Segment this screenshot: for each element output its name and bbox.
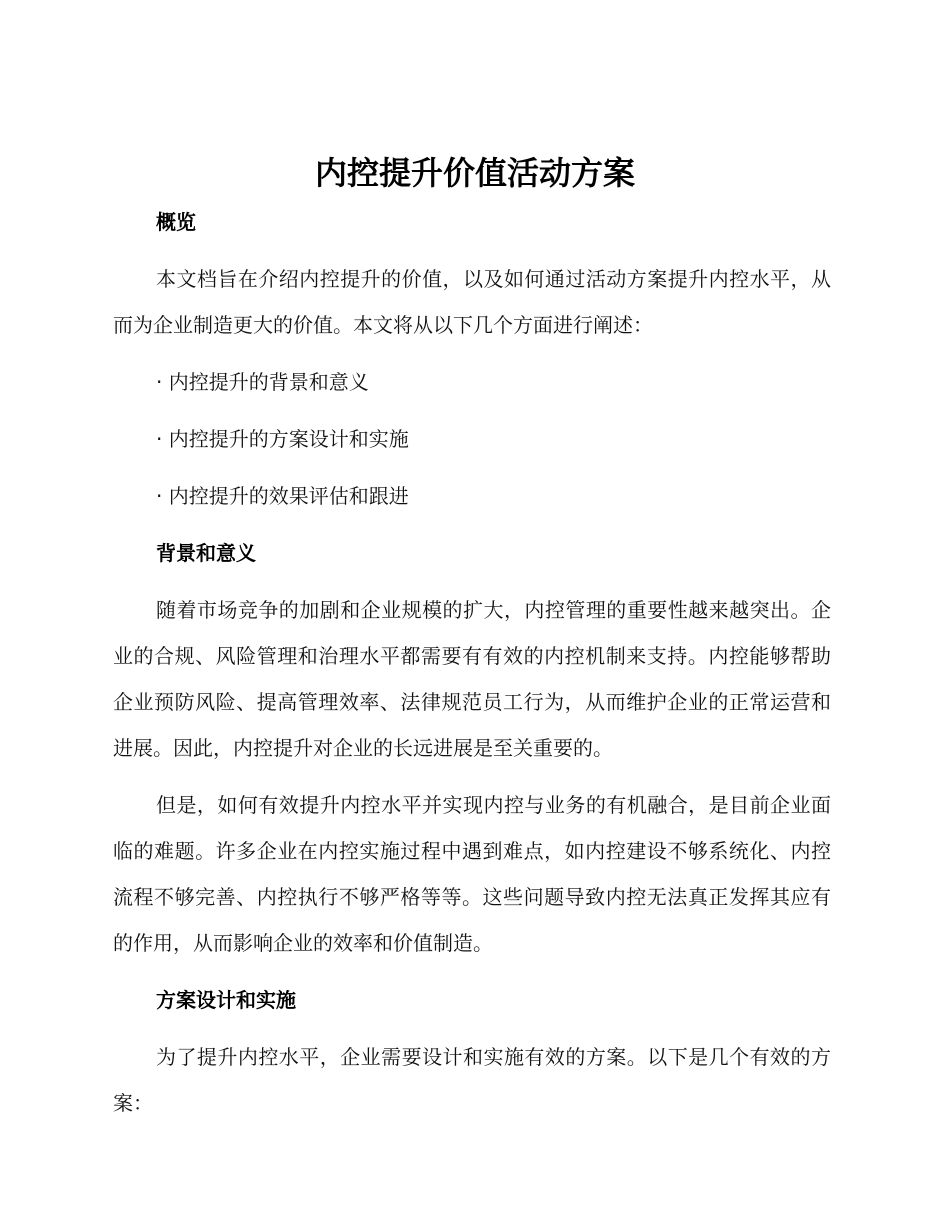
section-heading-overview: 概览 (156, 210, 196, 234)
overview-bullet-1: · 内控提升的背景和意义 (156, 370, 369, 394)
background-paragraph-1: 随着市场竞争的加剧和企业规模的扩大，内控管理的重要性越来越突出。企业的合规、风险管理和治理水平都需要有有效的内控机制来支持。内控能够帮助企业预防风险、提高管理效率、法律规范员工行为，从而维护企业的正常运营和进展。因此，内控提升对企业的长远进展是至关重要的。 (113, 598, 831, 760)
section-heading-background: 背景和意义 (156, 541, 256, 565)
document-title: 内控提升价值活动方案 (314, 154, 635, 192)
section-heading-design: 方案设计和实施 (156, 988, 296, 1012)
document-body (113, 199, 831, 1137)
overview-bullet-2: · 内控提升的方案设计和实施 (156, 427, 409, 451)
background-paragraph-2: 但是，如何有效提升内控水平并实现内控与业务的有机融合，是目前企业面临的难题。许多企业在内控实施过程中遇到难点，如内控建设不够系统化、内控流程不够完善、内控执行不够严格等等。这些问题导致内控无法真正发挥其应有的作用，从而影响企业的效率和价值制造。 (113, 793, 831, 955)
design-paragraph: 为了提升内控水平，企业需要设计和实施有效的方案。以下是几个有效的方案： (113, 1045, 831, 1115)
overview-bullet-3: · 内控提升的效果评估和跟进 (156, 484, 409, 508)
overview-paragraph: 本文档旨在介绍内控提升的价值，以及如何通过活动方案提升内控水平，从而为企业制造更大的价值。本文将从以下几个方面进行阐述： (113, 267, 831, 337)
